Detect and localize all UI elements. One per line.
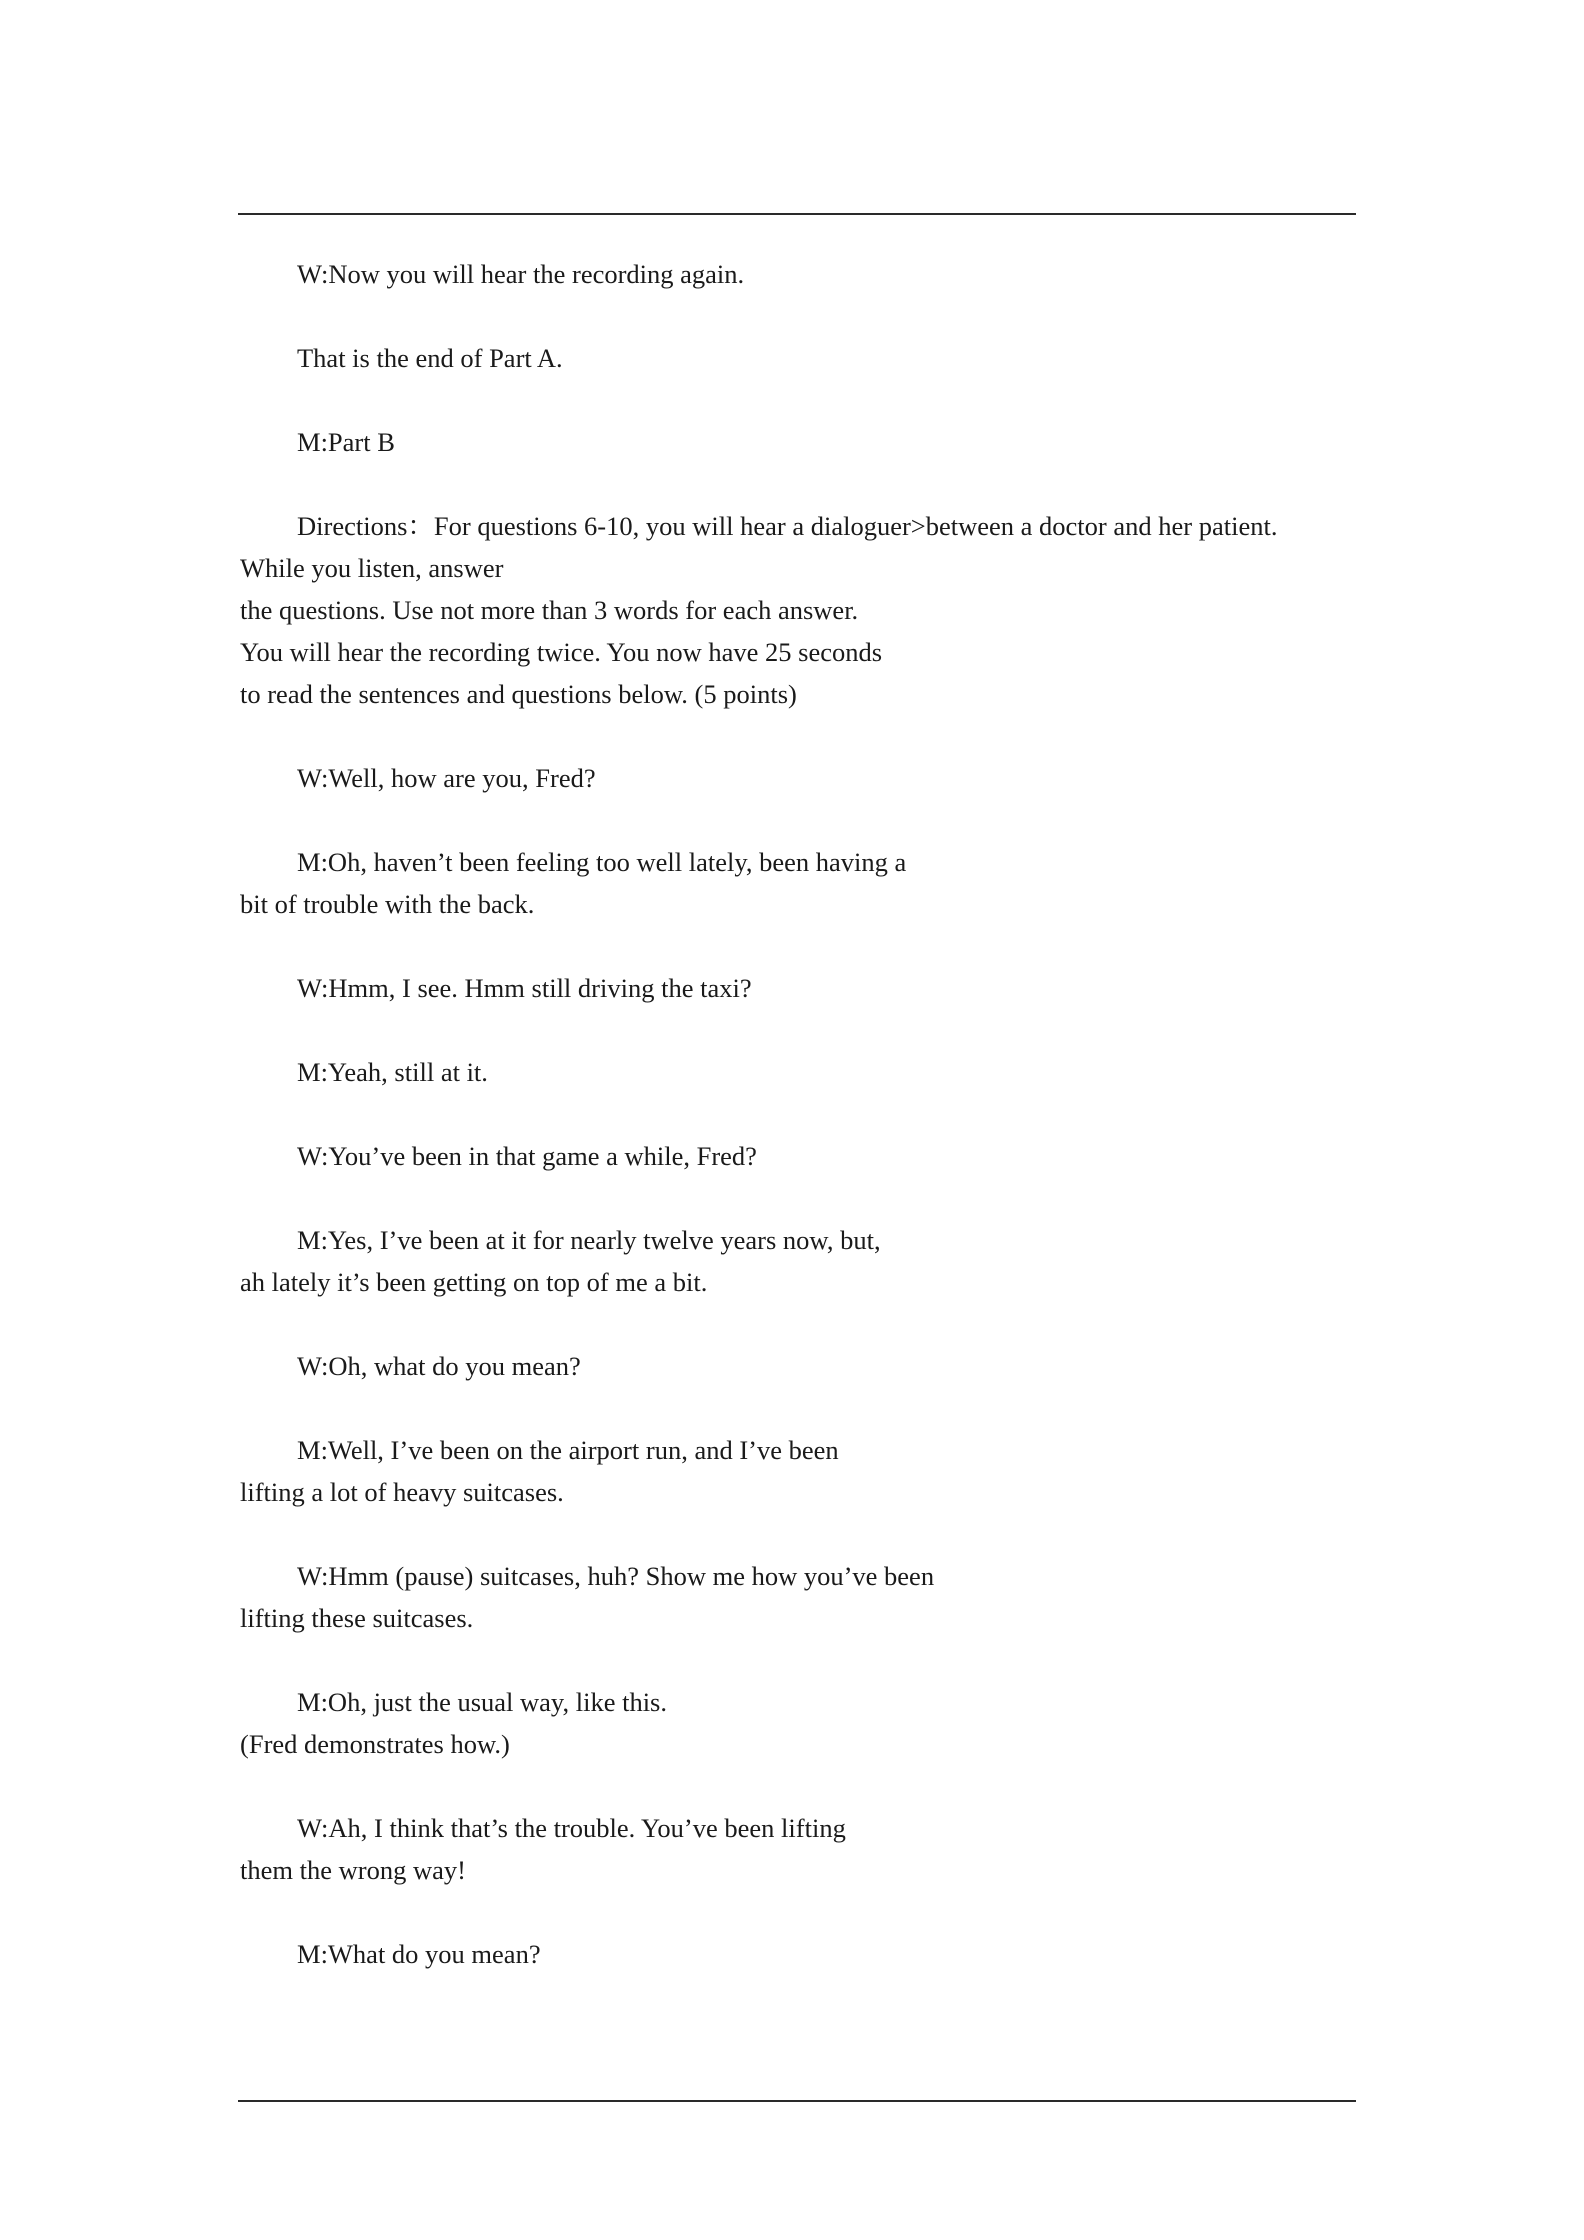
dialogue-transcript: [240, 253, 1360, 1975]
text-line: M:Yeah, still at it.: [297, 1057, 488, 1087]
paragraph: [240, 1933, 1360, 1975]
text-line: to read the sentences and questions below. (5 points): [240, 679, 797, 709]
text-line: W:Well, how are you, Fred?: [297, 763, 596, 793]
text-line: M:Well, I’ve been on the airport run, and I’ve been: [297, 1435, 839, 1465]
text-line: M:Part B: [297, 427, 395, 457]
paragraph: [240, 1345, 1360, 1387]
text-line: ah lately it’s been getting on top of me a bit.: [240, 1267, 708, 1297]
header-rule: [238, 213, 1356, 215]
text-line: W:Hmm (pause) suitcases, huh? Show me how you’ve been: [297, 1561, 935, 1591]
text-line: You will hear the recording twice. You now have 25 seconds: [240, 637, 883, 667]
text-line: M:Oh, haven’t been feeling too well lately, been having a: [297, 847, 907, 877]
text-line: them the wrong way!: [240, 1855, 466, 1885]
paragraph: [240, 1807, 1360, 1891]
paragraph: [240, 421, 1360, 463]
paragraph: [240, 757, 1360, 799]
paragraph: [240, 1429, 1360, 1513]
paragraph: [240, 1135, 1360, 1177]
text-line: W:Hmm, I see. Hmm still driving the taxi?: [297, 973, 752, 1003]
paragraph: [240, 1681, 1360, 1765]
text-line: lifting these suitcases.: [240, 1603, 474, 1633]
text-line: W:You’ve been in that game a while, Fred?: [297, 1141, 757, 1171]
text-line: (Fred demonstrates how.): [240, 1729, 510, 1759]
text-line: lifting a lot of heavy suitcases.: [240, 1477, 564, 1507]
paragraph: [240, 1219, 1360, 1303]
paragraph: [240, 1555, 1360, 1639]
text-line: W:Now you will hear the recording again.: [297, 259, 745, 289]
text-line: bit of trouble with the back.: [240, 889, 535, 919]
text-line: the questions. Use not more than 3 words for each answer.: [240, 595, 859, 625]
paragraph: [240, 841, 1360, 925]
text-line: While you listen, answer: [240, 553, 504, 583]
paragraph: [240, 967, 1360, 1009]
text-line: Directions：For questions 6-10, you will hear a dialoguer>between a doctor and her patient.: [297, 511, 1278, 541]
text-line: W:Ah, I think that’s the trouble. You’ve been lifting: [297, 1813, 846, 1843]
directions-paragraph: [240, 505, 1360, 715]
text-line: That is the end of Part A.: [297, 343, 563, 373]
paragraph: [240, 1051, 1360, 1093]
paragraph: [240, 253, 1360, 295]
text-line: M:Yes, I’ve been at it for nearly twelve years now, but,: [297, 1225, 881, 1255]
footer-rule: [238, 2100, 1356, 2102]
paragraph: [240, 337, 1360, 379]
text-line: W:Oh, what do you mean?: [297, 1351, 581, 1381]
text-line: M:Oh, just the usual way, like this.: [297, 1687, 667, 1717]
text-line: M:What do you mean?: [297, 1939, 541, 1969]
